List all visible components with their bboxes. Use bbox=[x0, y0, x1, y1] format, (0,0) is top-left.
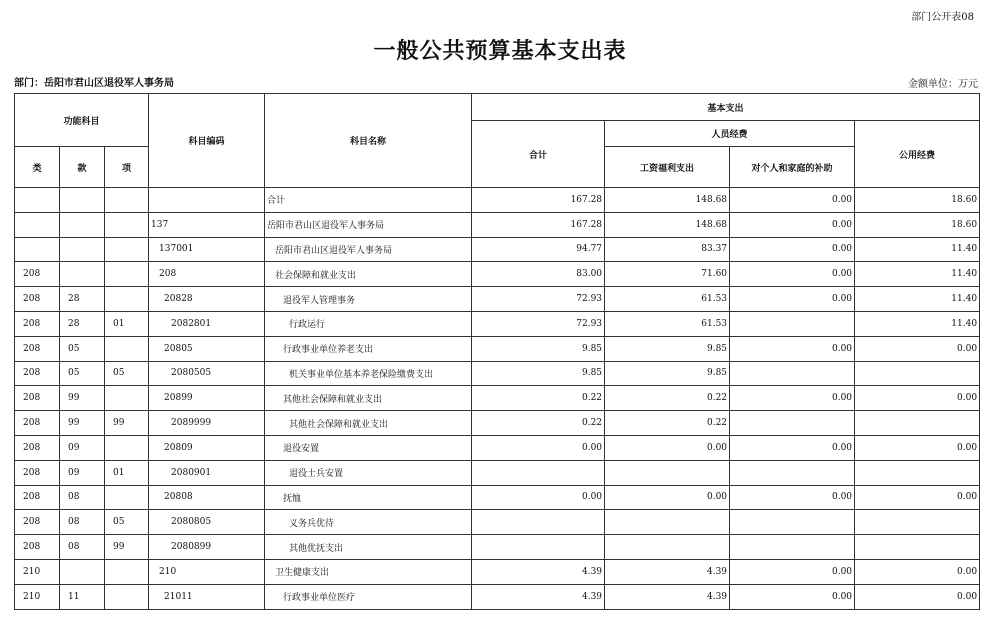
cell-lei: 208 bbox=[15, 311, 60, 336]
cell-name: 卫生健康支出 bbox=[265, 559, 472, 584]
header-lei: 类 bbox=[15, 147, 60, 188]
cell-public bbox=[855, 460, 980, 485]
header-code: 科目编码 bbox=[149, 94, 265, 188]
header-xiang: 项 bbox=[105, 147, 149, 188]
cell-lei: 208 bbox=[15, 336, 60, 361]
department-label: 部门：岳阳市君山区退役军人事务局 bbox=[14, 78, 174, 89]
cell-code: 2089999 bbox=[149, 411, 265, 436]
table-row bbox=[15, 287, 980, 312]
cell-kuan bbox=[60, 188, 105, 213]
table-row bbox=[15, 386, 980, 411]
cell-kuan: 09 bbox=[60, 435, 105, 460]
cell-name: 其他社会保障和就业支出 bbox=[265, 411, 472, 436]
cell-xiang: 01 bbox=[105, 311, 149, 336]
cell-total: 4.39 bbox=[472, 584, 605, 609]
cell-total: 72.93 bbox=[472, 311, 605, 336]
cell-public: 0.00 bbox=[855, 336, 980, 361]
cell-name: 机关事业单位基本养老保险缴费支出 bbox=[265, 361, 472, 386]
cell-public: 0.00 bbox=[855, 584, 980, 609]
cell-total bbox=[472, 460, 605, 485]
header-name: 科目名称 bbox=[265, 94, 472, 188]
cell-total: 0.22 bbox=[472, 386, 605, 411]
cell-kuan bbox=[60, 262, 105, 287]
cell-subsidy: 0.00 bbox=[730, 485, 855, 510]
cell-kuan bbox=[60, 559, 105, 584]
cell-name: 行政事业单位养老支出 bbox=[265, 336, 472, 361]
cell-wages bbox=[605, 510, 730, 535]
cell-code: 20899 bbox=[149, 386, 265, 411]
cell-total: 4.39 bbox=[472, 559, 605, 584]
cell-name: 其他优抚支出 bbox=[265, 535, 472, 560]
cell-lei: 208 bbox=[15, 485, 60, 510]
cell-total bbox=[472, 510, 605, 535]
table-row bbox=[15, 411, 980, 436]
cell-name: 岳阳市君山区退役军人事务局 bbox=[265, 212, 472, 237]
cell-subsidy: 0.00 bbox=[730, 559, 855, 584]
table-row bbox=[15, 237, 980, 262]
header-personnel: 人员经费 bbox=[605, 121, 855, 147]
cell-kuan: 09 bbox=[60, 460, 105, 485]
table-row bbox=[15, 311, 980, 336]
cell-code: 137001 bbox=[149, 237, 265, 262]
cell-subsidy bbox=[730, 510, 855, 535]
cell-wages: 61.53 bbox=[605, 287, 730, 312]
cell-wages: 71.60 bbox=[605, 262, 730, 287]
cell-name: 社会保障和就业支出 bbox=[265, 262, 472, 287]
cell-public: 0.00 bbox=[855, 485, 980, 510]
cell-subsidy bbox=[730, 460, 855, 485]
cell-subsidy bbox=[730, 361, 855, 386]
cell-xiang: 99 bbox=[105, 535, 149, 560]
cell-code: 20805 bbox=[149, 336, 265, 361]
cell-public bbox=[855, 361, 980, 386]
page-title: 一般公共预算基本支出表 bbox=[373, 39, 627, 64]
cell-kuan: 05 bbox=[60, 336, 105, 361]
cell-code: 208 bbox=[149, 262, 265, 287]
cell-kuan: 05 bbox=[60, 361, 105, 386]
cell-code: 137 bbox=[149, 212, 265, 237]
cell-subsidy: 0.00 bbox=[730, 237, 855, 262]
cell-code: 20809 bbox=[149, 435, 265, 460]
table-row bbox=[15, 262, 980, 287]
cell-subsidy: 0.00 bbox=[730, 212, 855, 237]
cell-wages: 0.22 bbox=[605, 386, 730, 411]
cell-public bbox=[855, 535, 980, 560]
cell-wages: 4.39 bbox=[605, 584, 730, 609]
table-row bbox=[15, 535, 980, 560]
cell-public: 0.00 bbox=[855, 386, 980, 411]
cell-wages bbox=[605, 460, 730, 485]
cell-name: 抚恤 bbox=[265, 485, 472, 510]
cell-subsidy bbox=[730, 311, 855, 336]
amount-unit-label: 金额单位：万元 bbox=[908, 79, 978, 90]
cell-lei bbox=[15, 212, 60, 237]
cell-name: 合计 bbox=[265, 188, 472, 213]
cell-wages: 9.85 bbox=[605, 361, 730, 386]
table-row bbox=[15, 510, 980, 535]
cell-wages: 0.00 bbox=[605, 435, 730, 460]
cell-code: 2080505 bbox=[149, 361, 265, 386]
cell-subsidy: 0.00 bbox=[730, 188, 855, 213]
cell-subsidy: 0.00 bbox=[730, 287, 855, 312]
header-kuan: 款 bbox=[60, 147, 105, 188]
cell-wages bbox=[605, 535, 730, 560]
cell-xiang: 05 bbox=[105, 361, 149, 386]
cell-subsidy: 0.00 bbox=[730, 435, 855, 460]
cell-xiang bbox=[105, 237, 149, 262]
cell-kuan: 08 bbox=[60, 535, 105, 560]
cell-public: 11.40 bbox=[855, 311, 980, 336]
cell-kuan: 08 bbox=[60, 485, 105, 510]
cell-name: 退役军人管理事务 bbox=[265, 287, 472, 312]
header-subsidy: 对个人和家庭的补助 bbox=[730, 147, 855, 188]
cell-xiang bbox=[105, 287, 149, 312]
cell-lei: 210 bbox=[15, 559, 60, 584]
cell-name: 其他社会保障和就业支出 bbox=[265, 386, 472, 411]
header-wages: 工资福利支出 bbox=[605, 147, 730, 188]
cell-subsidy: 0.00 bbox=[730, 262, 855, 287]
cell-subsidy bbox=[730, 535, 855, 560]
cell-wages: 61.53 bbox=[605, 311, 730, 336]
cell-name: 岳阳市君山区退役军人事务局 bbox=[265, 237, 472, 262]
cell-lei: 208 bbox=[15, 361, 60, 386]
cell-lei: 208 bbox=[15, 510, 60, 535]
cell-subsidy: 0.00 bbox=[730, 386, 855, 411]
cell-xiang bbox=[105, 559, 149, 584]
cell-lei: 208 bbox=[15, 535, 60, 560]
cell-xiang bbox=[105, 262, 149, 287]
table-row bbox=[15, 460, 980, 485]
cell-name: 行政事业单位医疗 bbox=[265, 584, 472, 609]
cell-public: 11.40 bbox=[855, 287, 980, 312]
cell-subsidy: 0.00 bbox=[730, 336, 855, 361]
cell-total: 167.28 bbox=[472, 188, 605, 213]
table-row bbox=[15, 584, 980, 609]
cell-code: 20808 bbox=[149, 485, 265, 510]
cell-wages: 4.39 bbox=[605, 559, 730, 584]
cell-name: 行政运行 bbox=[265, 311, 472, 336]
cell-code: 2082801 bbox=[149, 311, 265, 336]
table-header bbox=[15, 94, 980, 188]
cell-xiang bbox=[105, 212, 149, 237]
cell-wages: 0.22 bbox=[605, 411, 730, 436]
table-row bbox=[15, 212, 980, 237]
cell-xiang: 01 bbox=[105, 460, 149, 485]
table-row bbox=[15, 361, 980, 386]
cell-total: 0.00 bbox=[472, 485, 605, 510]
cell-public: 11.40 bbox=[855, 237, 980, 262]
cell-lei: 208 bbox=[15, 411, 60, 436]
cell-kuan: 28 bbox=[60, 311, 105, 336]
table-row bbox=[15, 435, 980, 460]
cell-xiang bbox=[105, 336, 149, 361]
cell-xiang bbox=[105, 435, 149, 460]
cell-wages: 0.00 bbox=[605, 485, 730, 510]
cell-kuan: 08 bbox=[60, 510, 105, 535]
cell-total: 9.85 bbox=[472, 361, 605, 386]
cell-total: 72.93 bbox=[472, 287, 605, 312]
cell-total: 83.00 bbox=[472, 262, 605, 287]
cell-lei bbox=[15, 188, 60, 213]
form-number: 部门公开表08 bbox=[911, 12, 974, 23]
table-body bbox=[15, 188, 980, 610]
table-row bbox=[15, 336, 980, 361]
cell-total bbox=[472, 535, 605, 560]
cell-kuan: 99 bbox=[60, 411, 105, 436]
cell-public: 18.60 bbox=[855, 212, 980, 237]
cell-total: 0.00 bbox=[472, 435, 605, 460]
cell-name: 义务兵优待 bbox=[265, 510, 472, 535]
cell-xiang bbox=[105, 386, 149, 411]
cell-code: 2080899 bbox=[149, 535, 265, 560]
cell-public bbox=[855, 510, 980, 535]
cell-xiang bbox=[105, 584, 149, 609]
cell-total: 0.22 bbox=[472, 411, 605, 436]
cell-public: 0.00 bbox=[855, 559, 980, 584]
cell-xiang bbox=[105, 485, 149, 510]
cell-kuan: 11 bbox=[60, 584, 105, 609]
cell-xiang bbox=[105, 188, 149, 213]
cell-code: 21011 bbox=[149, 584, 265, 609]
cell-code bbox=[149, 188, 265, 213]
cell-lei: 210 bbox=[15, 584, 60, 609]
table-row bbox=[15, 188, 980, 213]
cell-code: 2080901 bbox=[149, 460, 265, 485]
cell-code: 20828 bbox=[149, 287, 265, 312]
cell-lei: 208 bbox=[15, 262, 60, 287]
header-func-subject: 功能科目 bbox=[15, 94, 149, 147]
cell-lei: 208 bbox=[15, 435, 60, 460]
cell-public bbox=[855, 411, 980, 436]
cell-total: 167.28 bbox=[472, 212, 605, 237]
cell-xiang: 99 bbox=[105, 411, 149, 436]
budget-table bbox=[14, 93, 980, 610]
cell-wages: 9.85 bbox=[605, 336, 730, 361]
header-basic: 基本支出 bbox=[472, 94, 980, 121]
cell-lei: 208 bbox=[15, 460, 60, 485]
cell-wages: 148.68 bbox=[605, 212, 730, 237]
cell-name: 退役安置 bbox=[265, 435, 472, 460]
table-row bbox=[15, 485, 980, 510]
cell-lei: 208 bbox=[15, 386, 60, 411]
cell-kuan bbox=[60, 212, 105, 237]
cell-lei: 208 bbox=[15, 287, 60, 312]
cell-code: 210 bbox=[149, 559, 265, 584]
table-row bbox=[15, 559, 980, 584]
cell-wages: 148.68 bbox=[605, 188, 730, 213]
cell-code: 2080805 bbox=[149, 510, 265, 535]
cell-public: 0.00 bbox=[855, 435, 980, 460]
cell-subsidy: 0.00 bbox=[730, 584, 855, 609]
header-total: 合计 bbox=[472, 121, 605, 188]
cell-kuan: 99 bbox=[60, 386, 105, 411]
cell-kuan bbox=[60, 237, 105, 262]
cell-total: 94.77 bbox=[472, 237, 605, 262]
cell-public: 18.60 bbox=[855, 188, 980, 213]
cell-name: 退役士兵安置 bbox=[265, 460, 472, 485]
cell-subsidy bbox=[730, 411, 855, 436]
cell-wages: 83.37 bbox=[605, 237, 730, 262]
cell-xiang: 05 bbox=[105, 510, 149, 535]
header-public: 公用经费 bbox=[855, 121, 980, 188]
cell-kuan: 28 bbox=[60, 287, 105, 312]
cell-lei bbox=[15, 237, 60, 262]
cell-total: 9.85 bbox=[472, 336, 605, 361]
cell-public: 11.40 bbox=[855, 262, 980, 287]
